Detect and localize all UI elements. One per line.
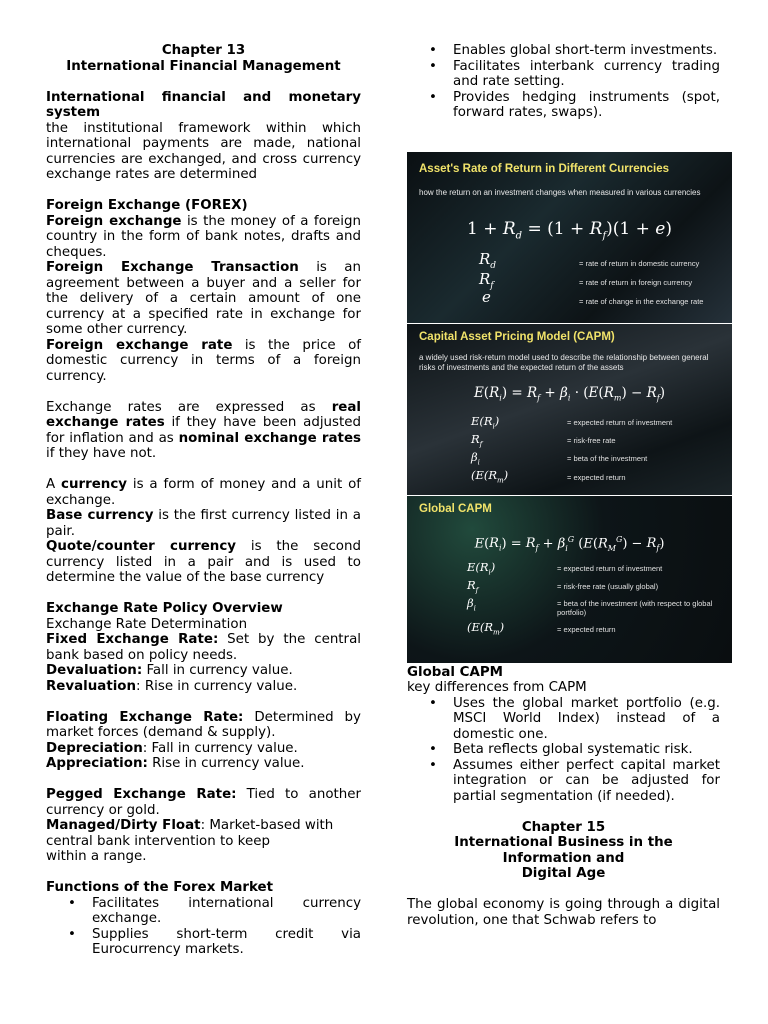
variable-symbol: $R_f$ bbox=[471, 431, 483, 448]
variable-description: = expected return of investment bbox=[557, 563, 663, 573]
bullet-icon: • bbox=[68, 926, 76, 942]
paragraph: Exchange rates are expressed as real exchange rates if they have been adjusted for inflation and as nominal exchange rates if they have not. bbox=[46, 399, 362, 461]
formula: $1 + R_d = (1 + R_f)(1 + e)$ bbox=[466, 218, 672, 241]
slide-description: how the return on an investment changes when measured in various currencies bbox=[419, 187, 701, 197]
paragraph: Appreciation: Rise in currency value. bbox=[46, 756, 305, 771]
paragraph: Foreign exchange is the money of a foreign country in the form of bank notes, drafts and cheques. bbox=[46, 213, 361, 260]
variable-symbol: $R_f$ bbox=[479, 269, 494, 291]
definition-text: the institutional framework within which international payments are made, national currencies are exchanged, and cross currency exchange rates are determined bbox=[46, 120, 361, 182]
chapter-title: International Financial Management bbox=[66, 58, 341, 74]
paragraph: Devaluation: Fall in currency value. bbox=[46, 663, 293, 678]
variable-description: = expected return bbox=[567, 472, 626, 482]
section-heading: Global CAPM bbox=[407, 664, 503, 680]
variable-description: = risk-free rate bbox=[567, 435, 616, 445]
bullet-icon: • bbox=[429, 89, 437, 105]
paragraph: Foreign Exchange Transaction is an agreement between a buyer and a seller for the delivery of a certain amount of one currency at a specified rate in exchange for some other currency. bbox=[46, 260, 362, 337]
slide-title: Global CAPM bbox=[419, 502, 492, 515]
functions-list-continued bbox=[407, 43, 720, 121]
right-column bbox=[407, 43, 720, 928]
slide-description: a widely used risk-return model used to describe the relationship between general risks of investments and the expected return of the assets bbox=[419, 352, 709, 372]
bullet-icon: • bbox=[429, 43, 437, 58]
variable-description: = rate of return in foreign currency bbox=[579, 277, 693, 287]
formula: $E(R_i) = R_f + \beta_i \cdot (E(R_m) - R_f)$ bbox=[473, 384, 666, 403]
slide-title: Capital Asset Pricing Model (CAPM) bbox=[419, 330, 615, 343]
variable-description: = expected return bbox=[557, 624, 616, 634]
paragraph: Managed/Dirty Float: Market-based with central bank intervention to keep bbox=[46, 818, 334, 849]
bullet-icon: • bbox=[429, 742, 437, 757]
slide-capm bbox=[407, 323, 732, 495]
paragraph: Floating Exchange Rate: Determined by market forces (demand & supply). bbox=[46, 709, 361, 740]
slide-title: Asset's Rate of Return in Different Currencies bbox=[419, 162, 670, 175]
variable-symbol: $R_d$ bbox=[479, 249, 497, 271]
list-item: • Uses the global market portfolio (e.g. MSCI World Index) instead of a domestic one. bbox=[429, 695, 720, 742]
list-item: • Facilitates interbank currency trading and rate setting. bbox=[429, 58, 720, 89]
paragraph: Quote/counter currency is the second currency listed in a pair and is used to determine the value of the base currency bbox=[46, 539, 361, 585]
variable-symbol: $\beta_i$ bbox=[467, 595, 476, 612]
variable-symbol: ($E(R_m)$ bbox=[467, 619, 505, 636]
paragraph: Base currency is the first currency listed in a pair. bbox=[46, 508, 361, 539]
variable-description: = rate of change in the exchange rate bbox=[579, 296, 704, 306]
slide-images bbox=[407, 152, 732, 663]
variable-description: = rate of return in domestic currency bbox=[579, 258, 700, 268]
variable-symbol: e bbox=[482, 287, 491, 306]
variable-description: = beta of the investment (with respect to global portfolio) bbox=[557, 598, 713, 617]
chapter-title-line: Digital Age bbox=[521, 866, 606, 881]
bullet-icon: • bbox=[68, 895, 76, 911]
variable-symbol: $R_f$ bbox=[467, 577, 479, 594]
formula: $E(R_i) = R_f + \beta_i^G$ $(E(R_M^G) - R_f)$ bbox=[474, 534, 665, 553]
paragraph: Foreign exchange rate is the price of domestic currency in terms of a foreign currency. bbox=[46, 337, 361, 384]
chapter-heading: Chapter 15 bbox=[521, 819, 606, 835]
list-item: • Supplies short-term credit via Eurocurrency markets. bbox=[68, 926, 361, 957]
variable-description: = beta of the investment bbox=[567, 453, 648, 463]
paragraph: A currency is a form of money and a unit of exchange. bbox=[46, 477, 361, 508]
paragraph: within a range. bbox=[46, 849, 147, 864]
variable-symbol: ($E(R_m)$ bbox=[471, 467, 509, 484]
section-heading: Functions of the Forex Market bbox=[46, 880, 273, 895]
subheading: Exchange Rate Determination bbox=[46, 616, 248, 632]
bullet-icon: • bbox=[429, 58, 437, 74]
paragraph: Fixed Exchange Rate: Set by the central bank based on policy needs. bbox=[46, 632, 361, 663]
chapter-title-line: Information and bbox=[502, 850, 625, 866]
paragraph: Depreciation: Fall in currency value. bbox=[46, 740, 298, 756]
list-item: • Assumes either perfect capital market integration or can be adjusted for partial segmentation (if needed). bbox=[429, 757, 720, 804]
variable-description: = risk-free rate (usually global) bbox=[557, 581, 659, 591]
bullet-icon: • bbox=[429, 757, 437, 773]
section-heading: International financial and monetary system bbox=[46, 89, 361, 120]
paragraph: Pegged Exchange Rate: Tied to another currency or gold. bbox=[46, 787, 361, 818]
variable-symbol: $E(R_i)$ bbox=[471, 413, 500, 430]
variable-symbol: $\beta_i$ bbox=[471, 449, 480, 466]
functions-list bbox=[46, 896, 361, 958]
section-heading: Exchange Rate Policy Overview bbox=[46, 601, 283, 616]
global-capm-list bbox=[407, 696, 720, 805]
section-heading: Foreign Exchange (FOREX) bbox=[46, 198, 248, 213]
list-item: • Facilitates international currency exchange. bbox=[68, 895, 361, 926]
chapter-title-line: International Business in the bbox=[454, 835, 673, 850]
left-column bbox=[46, 43, 361, 958]
slide-global-capm bbox=[407, 495, 732, 663]
bullet-icon: • bbox=[429, 695, 437, 711]
subheading: key differences from CAPM bbox=[407, 680, 587, 695]
list-item: • Enables global short-term investments. bbox=[429, 43, 718, 58]
list-item: • Provides hedging instruments (spot, forward rates, swaps). bbox=[429, 89, 720, 120]
paragraph: The global economy is going through a digital revolution, one that Schwab refers to bbox=[407, 897, 720, 928]
variable-symbol: $E(R_i)$ bbox=[467, 559, 496, 576]
slide-asset-return bbox=[407, 152, 732, 323]
list-item: • Beta reflects global systematic risk. bbox=[429, 742, 693, 757]
chapter-heading: Chapter 13 bbox=[161, 43, 246, 58]
paragraph: Revaluation: Rise in currency value. bbox=[46, 678, 298, 694]
variable-description: = expected return of investment bbox=[567, 417, 673, 427]
